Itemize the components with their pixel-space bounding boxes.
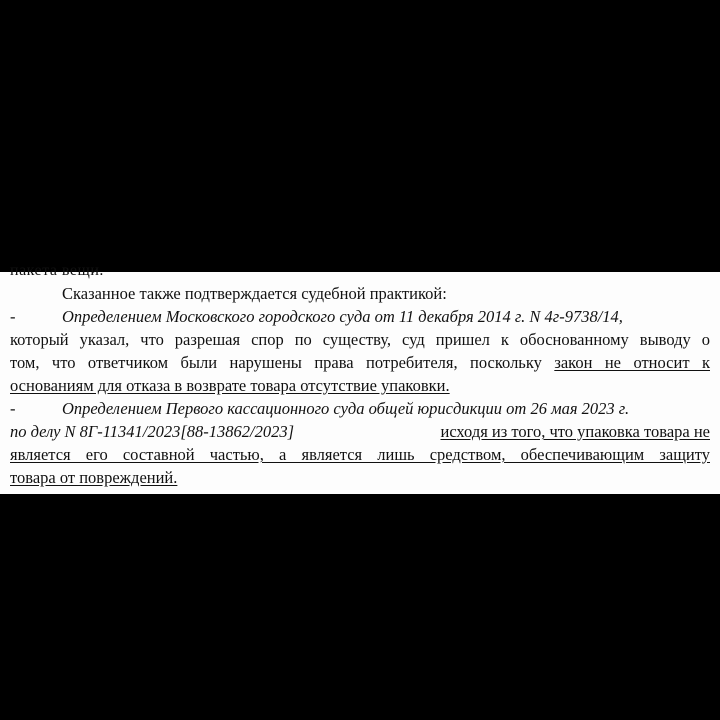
- item2-line4: [10, 468, 710, 488]
- bullet-marker: -: [10, 307, 16, 326]
- item2-first-line: [10, 399, 710, 419]
- item1-line3: [10, 353, 710, 373]
- item1-first-line: [10, 307, 710, 327]
- cut-off-line: пакета вещи.: [10, 262, 104, 279]
- item1-line3-text: том, что ответчиком были нарушены права потребителя, поскольку: [10, 353, 555, 372]
- item2-line2-underlined: исходя из того, что упаковка товара не: [440, 422, 710, 441]
- item2-case-ref: по делу N 8Г-11341/2023[88-13862/2023]: [10, 422, 295, 441]
- item1-ruling: Определением Московского городского суда от 11 декабря 2014 г. N 4г-9738/14,: [62, 307, 623, 326]
- item1-line3-underlined: закон не относит к: [554, 353, 710, 372]
- item1-line2: который указал, что разрешая спор по существу, суд пришел к обоснованному выводу о: [10, 330, 710, 349]
- intro-text: Сказанное также подтверждается судебной практикой:: [62, 284, 447, 303]
- item2-line2: [10, 422, 710, 442]
- item2-ruling: Определением Первого кассационного суда общей юрисдикции от 26 мая 2023 г.: [62, 399, 630, 418]
- item2-line4-underlined: товара от повреждений.: [10, 468, 178, 487]
- item1-line4: [10, 376, 710, 396]
- item2-line3-underlined: является его составной частью, а является лишь средством, обеспечивающим защиту: [10, 445, 710, 464]
- bullet-marker: -: [10, 399, 16, 418]
- item1-line4-underlined: основаниям для отказа в возврате товара отсутствие упаковки.: [10, 376, 450, 395]
- document-page: [0, 262, 720, 494]
